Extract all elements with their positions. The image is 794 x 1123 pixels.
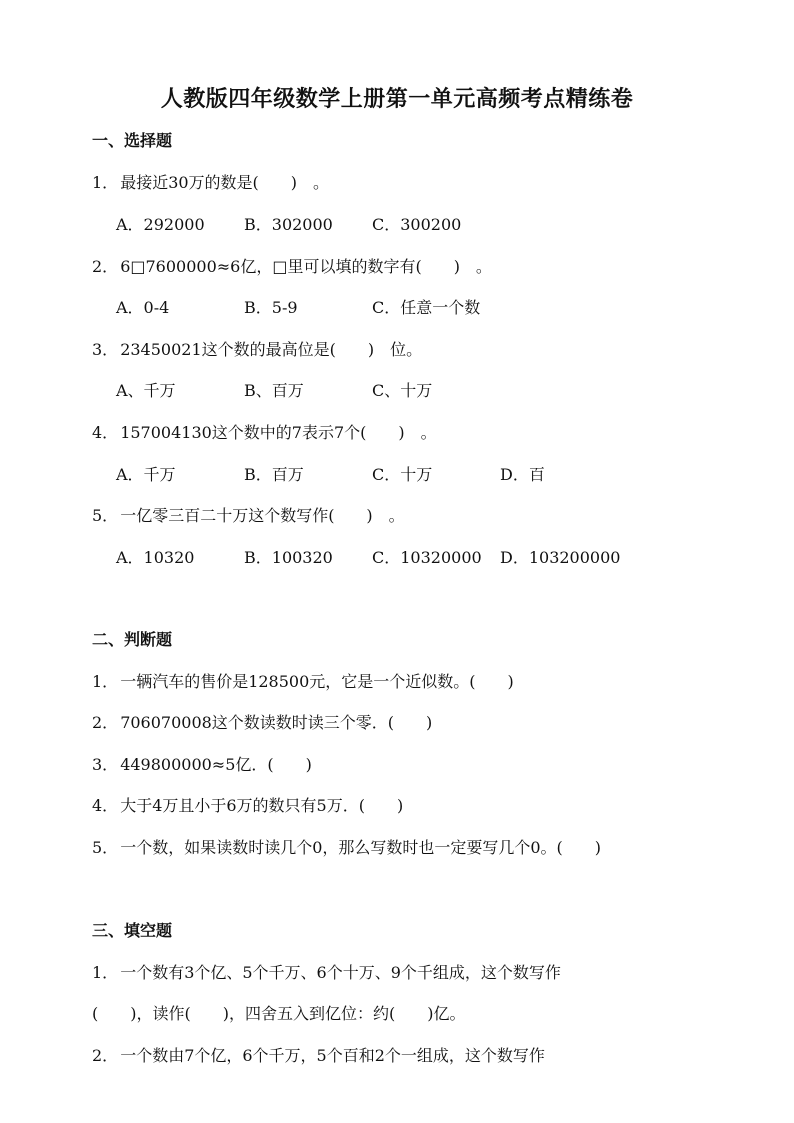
option-a: A．292000	[116, 215, 205, 234]
question-text: 一亿零三百二十万这个数写作( ) 。	[120, 506, 405, 525]
page-title: 人教版四年级数学上册第一单元高频考点精练卷	[160, 86, 634, 112]
option-d: D．百	[500, 465, 545, 484]
choice-question-3	[92, 337, 422, 360]
question-number: 4．	[92, 423, 119, 442]
question-number: 4．	[92, 796, 119, 815]
option-b: B．5-9	[244, 298, 298, 317]
choice-question-5	[92, 503, 405, 526]
judgment-question-3	[92, 752, 312, 775]
option-d: D．103200000	[500, 548, 621, 567]
option-a: A．10320	[116, 548, 195, 567]
question-text: 6□7600000≈6亿，□里可以填的数字有( ) 。	[120, 257, 492, 276]
option-c: C．10320000	[372, 548, 482, 567]
question-number: 5．	[92, 838, 119, 857]
question-number: 5．	[92, 506, 119, 525]
question-number: 1．	[92, 173, 119, 192]
judgment-question-4	[92, 793, 403, 816]
choice-question-2	[92, 254, 492, 277]
option-a: A．千万	[116, 465, 176, 484]
fill-question-1-continuation: ( )，读作( )，四舍五入到亿位：约( )亿。	[92, 1004, 466, 1023]
section-heading-judgment: 二、判断题	[92, 630, 173, 649]
question-text: 23450021这个数的最高位是( ) 位。	[120, 340, 423, 359]
fill-question-2	[92, 1043, 545, 1066]
question-text: 大于4万且小于6万的数只有5万．( )	[120, 796, 404, 815]
question-number: 3．	[92, 755, 119, 774]
question-text: 157004130这个数中的7表示7个( ) 。	[120, 423, 437, 442]
question-text: 449800000≈5亿．( )	[120, 755, 312, 774]
question-text: 706070008这个数读数时读三个零．( )	[120, 713, 433, 732]
question-text: 最接近30万的数是( ) 。	[120, 173, 330, 192]
option-c: C．任意一个数	[372, 298, 481, 317]
option-a: A、千万	[116, 381, 176, 400]
option-c: C．300200	[372, 215, 462, 234]
option-b: B、百万	[244, 381, 304, 400]
section-heading-choice: 一、选择题	[92, 131, 173, 150]
question-number: 2．	[92, 713, 119, 732]
question-number: 1．	[92, 963, 119, 982]
judgment-question-2	[92, 710, 432, 733]
fill-question-1	[92, 960, 561, 983]
option-b: B．百万	[244, 465, 304, 484]
judgment-question-5	[92, 835, 601, 858]
question-number: 2．	[92, 1046, 119, 1065]
question-number: 1．	[92, 672, 119, 691]
option-c: C、十万	[372, 381, 433, 400]
judgment-question-1	[92, 669, 514, 692]
question-text: 一个数由7个亿，6个千万，5个百和2个一组成，这个数写作	[120, 1046, 545, 1065]
option-a: A．0-4	[116, 298, 170, 317]
question-text: 一个数有3个亿、5个千万、6个十万、9个千组成，这个数写作	[120, 963, 561, 982]
question-text: 一个数，如果读数时读几个0，那么写数时也一定要写几个0。( )	[120, 838, 602, 857]
option-c: C．十万	[372, 465, 433, 484]
question-text: 一辆汽车的售价是128500元，它是一个近似数。( )	[120, 672, 514, 691]
question-number: 3．	[92, 340, 119, 359]
option-b: B．100320	[244, 548, 333, 567]
choice-question-1	[92, 170, 329, 193]
choice-question-4	[92, 420, 437, 443]
option-b: B．302000	[244, 215, 333, 234]
section-heading-fill-blank: 三、填空题	[92, 921, 173, 940]
question-number: 2．	[92, 257, 119, 276]
